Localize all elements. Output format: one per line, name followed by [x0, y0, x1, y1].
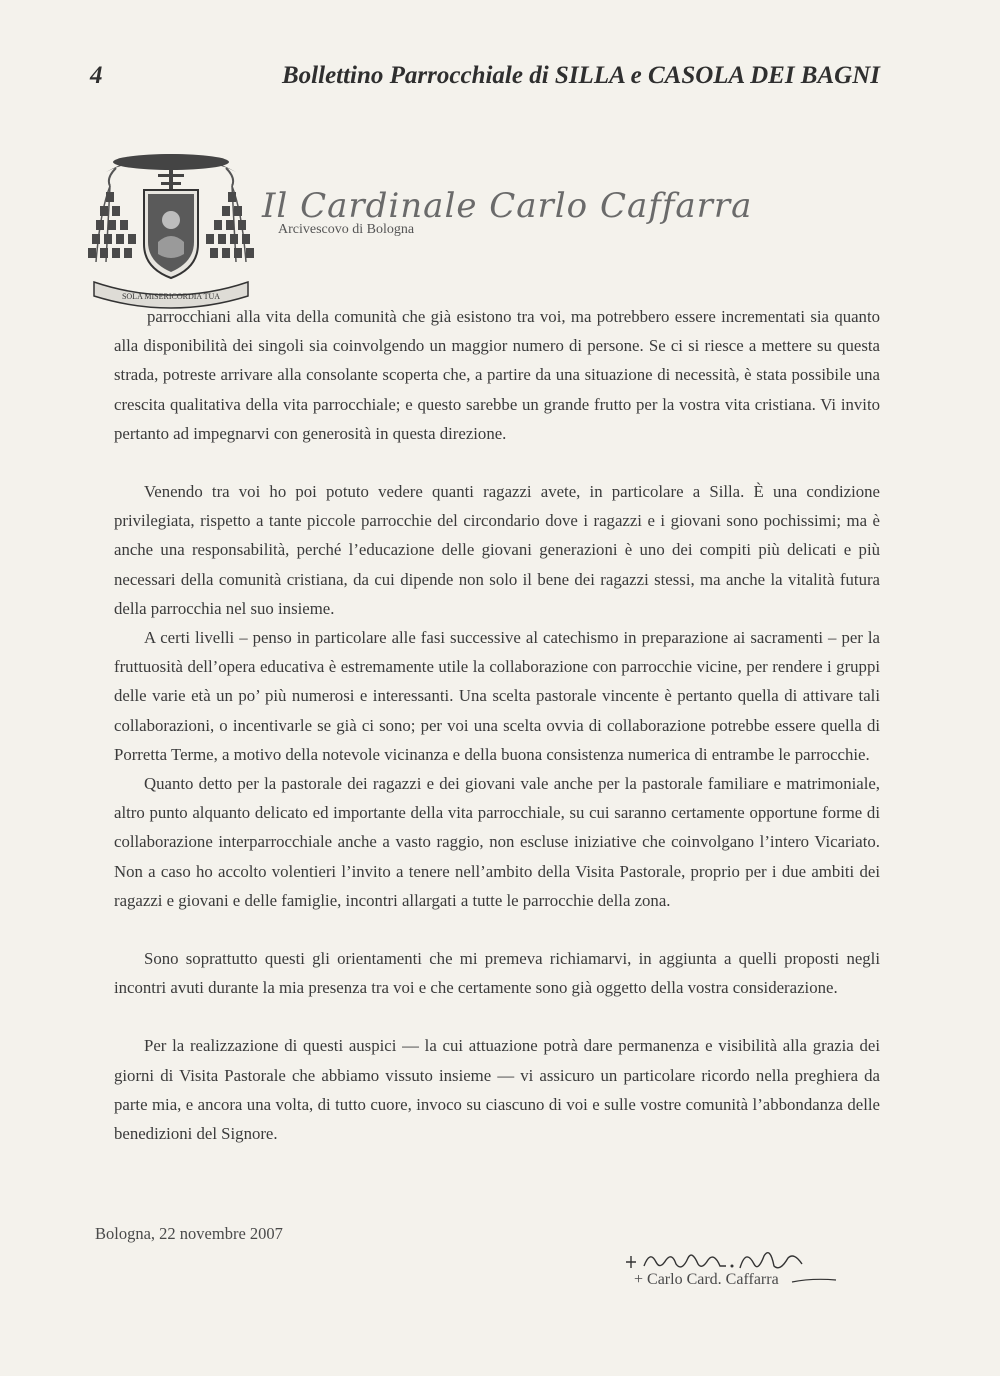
archbishop-title: Arcivescovo di Bologna: [278, 222, 415, 237]
cardinal-coat-of-arms-icon: [86, 142, 256, 310]
crest-motto: SOLA MISERICORDIA TUA: [121, 292, 221, 301]
cardinal-name: Il Cardinale Carlo Caffarra: [262, 186, 753, 226]
page-number: 4: [90, 62, 103, 89]
paragraph-5: Sono soprattutto questi gli orientamenti che mi premeva richiamarvi, in aggiunta a quelli proposti negli incontri avuti durante la mia presenza tra voi e che certamente sono già oggetto della vostra considerazione.: [114, 949, 880, 998]
paragraph-3: A certi livelli – penso in particolare alle fasi successive al catechismo in preparazione ai sacramenti – per la fruttuosità dell’opera educativa è estremamente utile la collaborazione con parrocchie vicine, per rendere i gruppi delle varie età un po’ più numerosi e interessanti. Una scelta pastorale vincente è pertanto quella di attivare tali collaborazioni, o incentivarle se già ci sono; per voi una scelta ovvia di collaborazione potrebbe essere quella di Porretta Terme, a motivo della notevole vicinanza e della buona consistenza numerica di entrambe le parrocchie.: [114, 628, 880, 764]
bulletin-title: Bollettino Parrocchiale di SILLA e CASOLA DEI BAGNI: [282, 62, 880, 89]
letter-body: [114, 302, 880, 1148]
paragraph-2: Venendo tra voi ho poi potuto vedere quanti ragazzi avete, in particolare a Silla. È una condizione privilegiata, rispetto a tante piccole parrocchie del circondario dove i ragazzi e i giovani sono pochissimi; ma è anche una responsabilità, perché l’educazione delle giovani generazioni è uno dei compiti più delicati e più necessari della comunità cristiana, da cui dipende non solo il bene dei ragazzi stessi, ma anche la vitalità futura della parrocchia nel suo insieme.: [114, 482, 880, 618]
signature-name: + Carlo Card. Caffarra: [634, 1271, 779, 1288]
paragraph-1: parrocchiani alla vita della comunità che già esistono tra voi, ma potrebbero essere incrementati sia quanto alla disponibilità dei singoli sia coinvolgendo un maggior numero di persone. Se ci si riesce a mettere su questa strada, potreste arrivare alla consolante scoperta che, a partire da una situazione di necessità, è stata possibile una crescita qualitativa della vita parrocchiale; e questo sarebbe un grande frutto per la vostra vita cristiana. Vi invito pertanto ad impegnarvi con generosità in questa direzione.: [114, 307, 880, 443]
paragraph-6: Per la realizzazione di questi auspici — la cui attuazione potrà dare permanenza e visibilità alla grazia dei giorni di Visita Pastorale che abbiamo vissuto insieme — vi assicuro un particolare ricordo nella preghiera da parte mia, e ancora una volta, di tutto cuore, invoco su ciascuno di voi e sulle vostre comunità l’abbondanza delle benedizioni del Signore.: [114, 1036, 880, 1144]
page-header: [90, 62, 880, 98]
letter-date: Bologna, 22 novembre 2007: [95, 1224, 283, 1243]
paragraph-4: Quanto detto per la pastorale dei ragazzi e dei giovani vale anche per la pastorale familiare e matrimoniale, altro punto alquanto delicato ed importante della vita parrocchiale, su cui saranno certamente opportune forme di collaborazione interparrocchiale anche a vasto raggio, non escluse iniziative che coinvolgano l’intero Vicariato. Non a caso ho accolto volentieri l’invito a tenere nell’ambito della Visita Pastorale, proprio per i due ambiti dei ragazzi e giovani e delle famiglie, incontri allargati a tutte le parrocchie della zona.: [114, 774, 880, 910]
